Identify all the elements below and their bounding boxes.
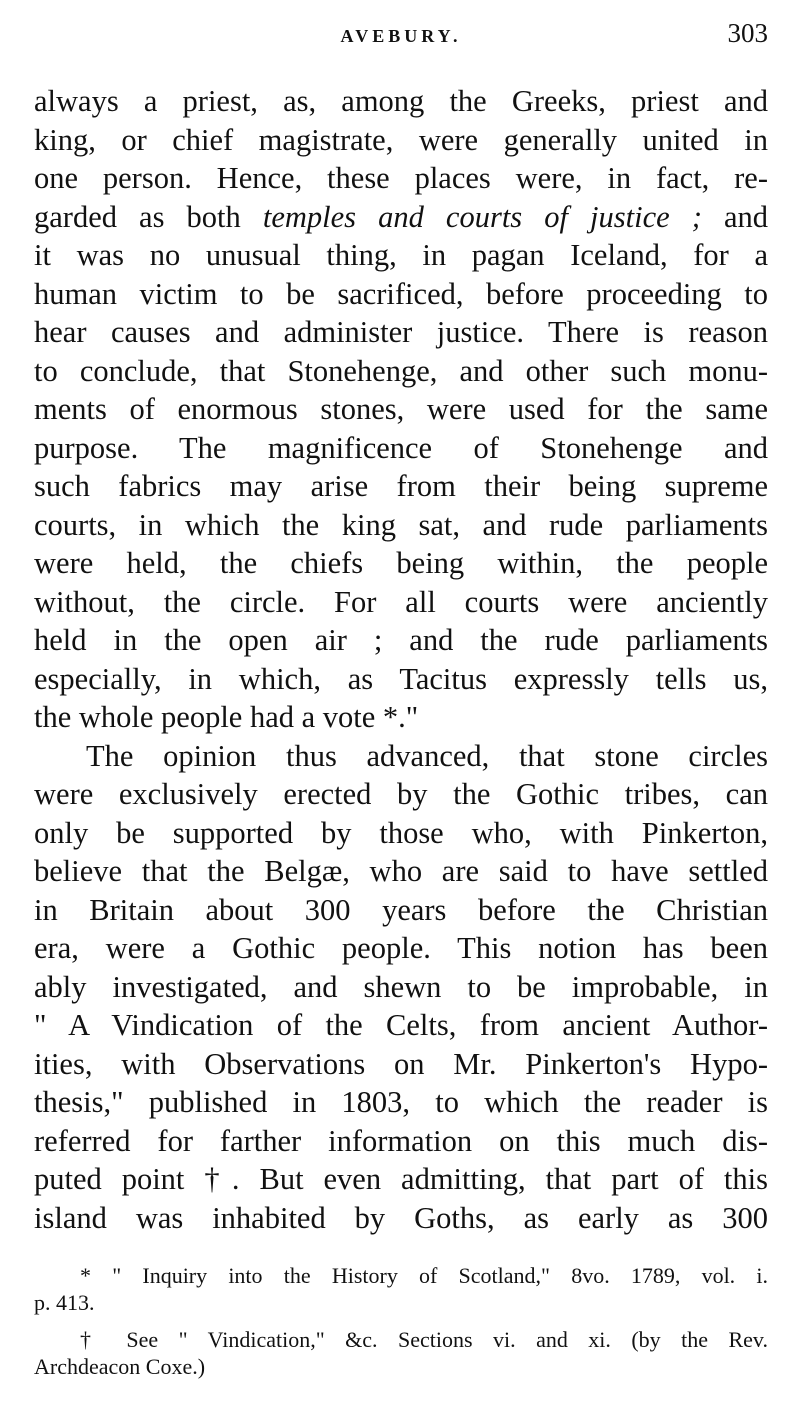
text-line: especially, in which, as Tacitus expressly tells us, — [34, 661, 768, 696]
text-line: island was inhabited by Goths, as early as 300 — [34, 1200, 768, 1235]
text-line: ably investigated, and shewn to be improbable, in — [34, 969, 768, 1004]
text-line: one person. Hence, these places were, in fact, re- — [34, 161, 768, 195]
text-line: hear causes and administer justice. There is reason — [34, 315, 768, 349]
footnote-line: † See " Vindication," &c. Sections vi. and xi. (by the Rev. — [80, 1327, 768, 1352]
text-line: ments of enormous stones, were used for the same — [34, 392, 768, 426]
footnote-2 — [34, 1326, 768, 1380]
footnote-line: p. 413. — [34, 1290, 95, 1315]
text-line: such fabrics may arise from their being supreme — [34, 469, 768, 503]
text-line: the whole people had a vote *." — [34, 700, 419, 734]
text-line: referred for farther information on this much dis- — [34, 1123, 768, 1158]
text-line: to conclude, that Stonehenge, and other such monu- — [34, 353, 768, 388]
body-text — [34, 82, 768, 1237]
text-line: were exclusively erected by the Gothic tribes, can — [34, 777, 768, 811]
text-line: were held, the chiefs being within, the people — [34, 546, 768, 580]
text-line: it was no unusual thing, in pagan Iceland, for a — [34, 238, 768, 272]
paragraph-first-line: The opinion thus advanced, that stone circles — [86, 738, 768, 773]
text-line: held in the open air ; and the rude parliaments — [34, 623, 768, 657]
text-line: always a priest, as, among the Greeks, priest and — [34, 84, 768, 118]
text-line: human victim to be sacrificed, before proceeding to — [34, 276, 768, 311]
page-number: 303 — [727, 18, 768, 48]
text-line: king, or chief magistrate, were generally united in — [34, 122, 768, 157]
running-head — [34, 14, 768, 54]
footnote-line: * " Inquiry into the History of Scotland," 8vo. 1789, vol. i. — [80, 1263, 768, 1288]
text-line: " A Vindication of the Celts, from ancient Author- — [34, 1008, 768, 1042]
text-line: believe that the Belgæ, who are said to have settled — [34, 854, 768, 888]
text-line: ities, with Observations on Mr. Pinkerton's Hypo- — [34, 1046, 768, 1081]
text-line: purpose. The magnificence of Stonehenge and — [34, 430, 768, 465]
italic-phrase: temples and courts of justice ; — [262, 199, 702, 234]
footnote-1 — [34, 1262, 768, 1316]
text-run: and — [701, 199, 768, 234]
text-line: thesis," published in 1803, to which the reader is — [34, 1085, 768, 1119]
book-page — [34, 0, 768, 1408]
running-title: AVEBURY. — [340, 26, 462, 46]
text-line: era, were a Gothic people. This notion has been — [34, 931, 768, 965]
text-line — [34, 198, 768, 237]
text-line: puted point †. But even admitting, that part of this — [34, 1162, 768, 1196]
footnote-line: Archdeacon Coxe.) — [34, 1354, 206, 1379]
text-line: without, the circle. For all courts were anciently — [34, 584, 768, 619]
text-line: only be supported by those who, with Pinkerton, — [34, 815, 768, 850]
text-run: garded as both — [34, 199, 263, 234]
footnotes — [34, 1262, 768, 1380]
text-line: courts, in which the king sat, and rude parliaments — [34, 507, 768, 542]
text-line: in Britain about 300 years before the Christian — [34, 892, 768, 927]
